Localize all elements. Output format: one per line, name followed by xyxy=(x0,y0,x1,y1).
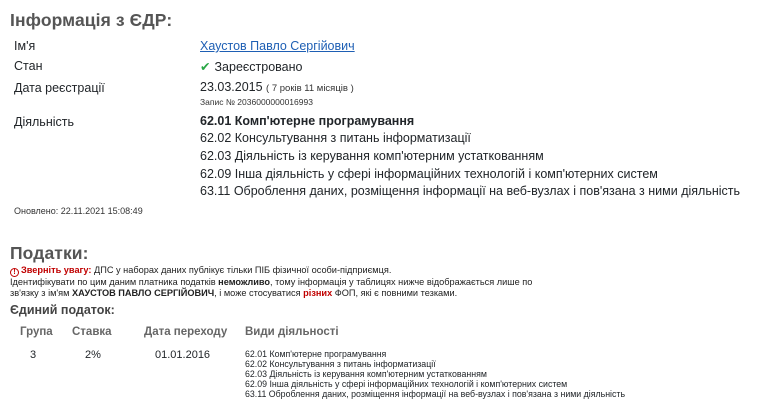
note-text: ФОП, які є повними тезками. xyxy=(332,288,458,298)
note-name: ХАУСТОВ ПАВЛО СЕРГІЙОВИЧ xyxy=(72,288,215,298)
note-line-2 xyxy=(10,288,457,299)
cell-date: 01.01.2016 xyxy=(155,349,211,361)
cell-activity: 62.09 Інша діяльність у сфері інформаційних технологій і комп'ютерних систем xyxy=(245,379,568,389)
activity-item: 63.11 Оброблення даних, розміщення інформації на веб-вузлах і пов'язана з ними діяльність xyxy=(200,184,741,198)
col-header-date: Дата переходу xyxy=(144,326,228,338)
note-different: різних xyxy=(303,288,333,298)
check-icon: ✔ xyxy=(200,60,211,74)
activity-item: 62.02 Консультування з питань інформатизації xyxy=(200,131,471,145)
cell-activity: 62.01 Комп'ютерне програмування xyxy=(245,349,387,359)
cell-activity: 63.11 Оброблення даних, розміщення інформації на веб-вузлах і пов'язана з ними діяльність xyxy=(245,389,626,399)
reg-date-age: ( 7 років 11 місяців ) xyxy=(266,83,354,94)
warning-circle-icon: ! xyxy=(10,268,19,277)
note-text: Ідентифікувати по цим даним платника податків xyxy=(10,277,219,287)
name-label: Ім'я xyxy=(14,39,36,53)
note-text: , і може стосуватися xyxy=(214,288,304,298)
cell-activity: 62.02 Консультування з питань інформатизації xyxy=(245,359,436,369)
activity-item: 62.09 Інша діяльність у сфері інформаційних технологій і комп'ютерних систем xyxy=(200,167,658,181)
status-text: Зареєстровано xyxy=(214,60,303,74)
reg-date-value xyxy=(200,80,354,94)
warning-notice xyxy=(10,265,391,277)
col-header-rate: Ставка xyxy=(72,326,112,338)
status-label: Стан xyxy=(14,59,43,73)
edr-title: Інформація з ЄДР: xyxy=(10,10,173,30)
warning-text: ДПС у наборах даних публікує тільки ПІБ фізичної особи-підприємця. xyxy=(91,265,392,275)
activity-label: Діяльність xyxy=(14,115,74,129)
status-value xyxy=(200,59,302,74)
note-emphasis: неможливо xyxy=(218,277,271,287)
cell-group: 3 xyxy=(30,349,37,361)
note-text: зв'язку з ім'ям xyxy=(10,288,73,298)
reg-date-label: Дата реєстрації xyxy=(14,81,105,95)
col-header-activities: Види діяльності xyxy=(245,326,339,338)
cell-rate: 2% xyxy=(85,349,101,361)
taxes-title: Податки: xyxy=(10,243,89,263)
note-text: , тому інформація у таблицях нижче відображається лише по xyxy=(270,277,533,287)
reg-date: 23.03.2015 xyxy=(200,80,263,94)
cell-activity: 62.03 Діяльність із керування комп'ютерним устаткованням xyxy=(245,369,487,379)
name-value[interactable] xyxy=(200,39,355,53)
person-name-link[interactable]: Хаустов Павло Сергійович xyxy=(200,39,355,53)
warning-strong: Зверніть увагу: xyxy=(21,265,92,275)
updated-timestamp: Оновлено: 22.11.2021 15:08:49 xyxy=(14,206,143,216)
col-header-group: Група xyxy=(20,326,53,338)
activity-item: 62.01 Комп'ютерне програмування xyxy=(200,114,415,128)
note-line-1 xyxy=(10,277,532,288)
activity-item: 62.03 Діяльність із керування комп'ютерним устаткованням xyxy=(200,149,544,163)
record-number: Запис № 2036000000016993 xyxy=(200,97,313,107)
single-tax-title: Єдиний податок: xyxy=(10,303,115,317)
